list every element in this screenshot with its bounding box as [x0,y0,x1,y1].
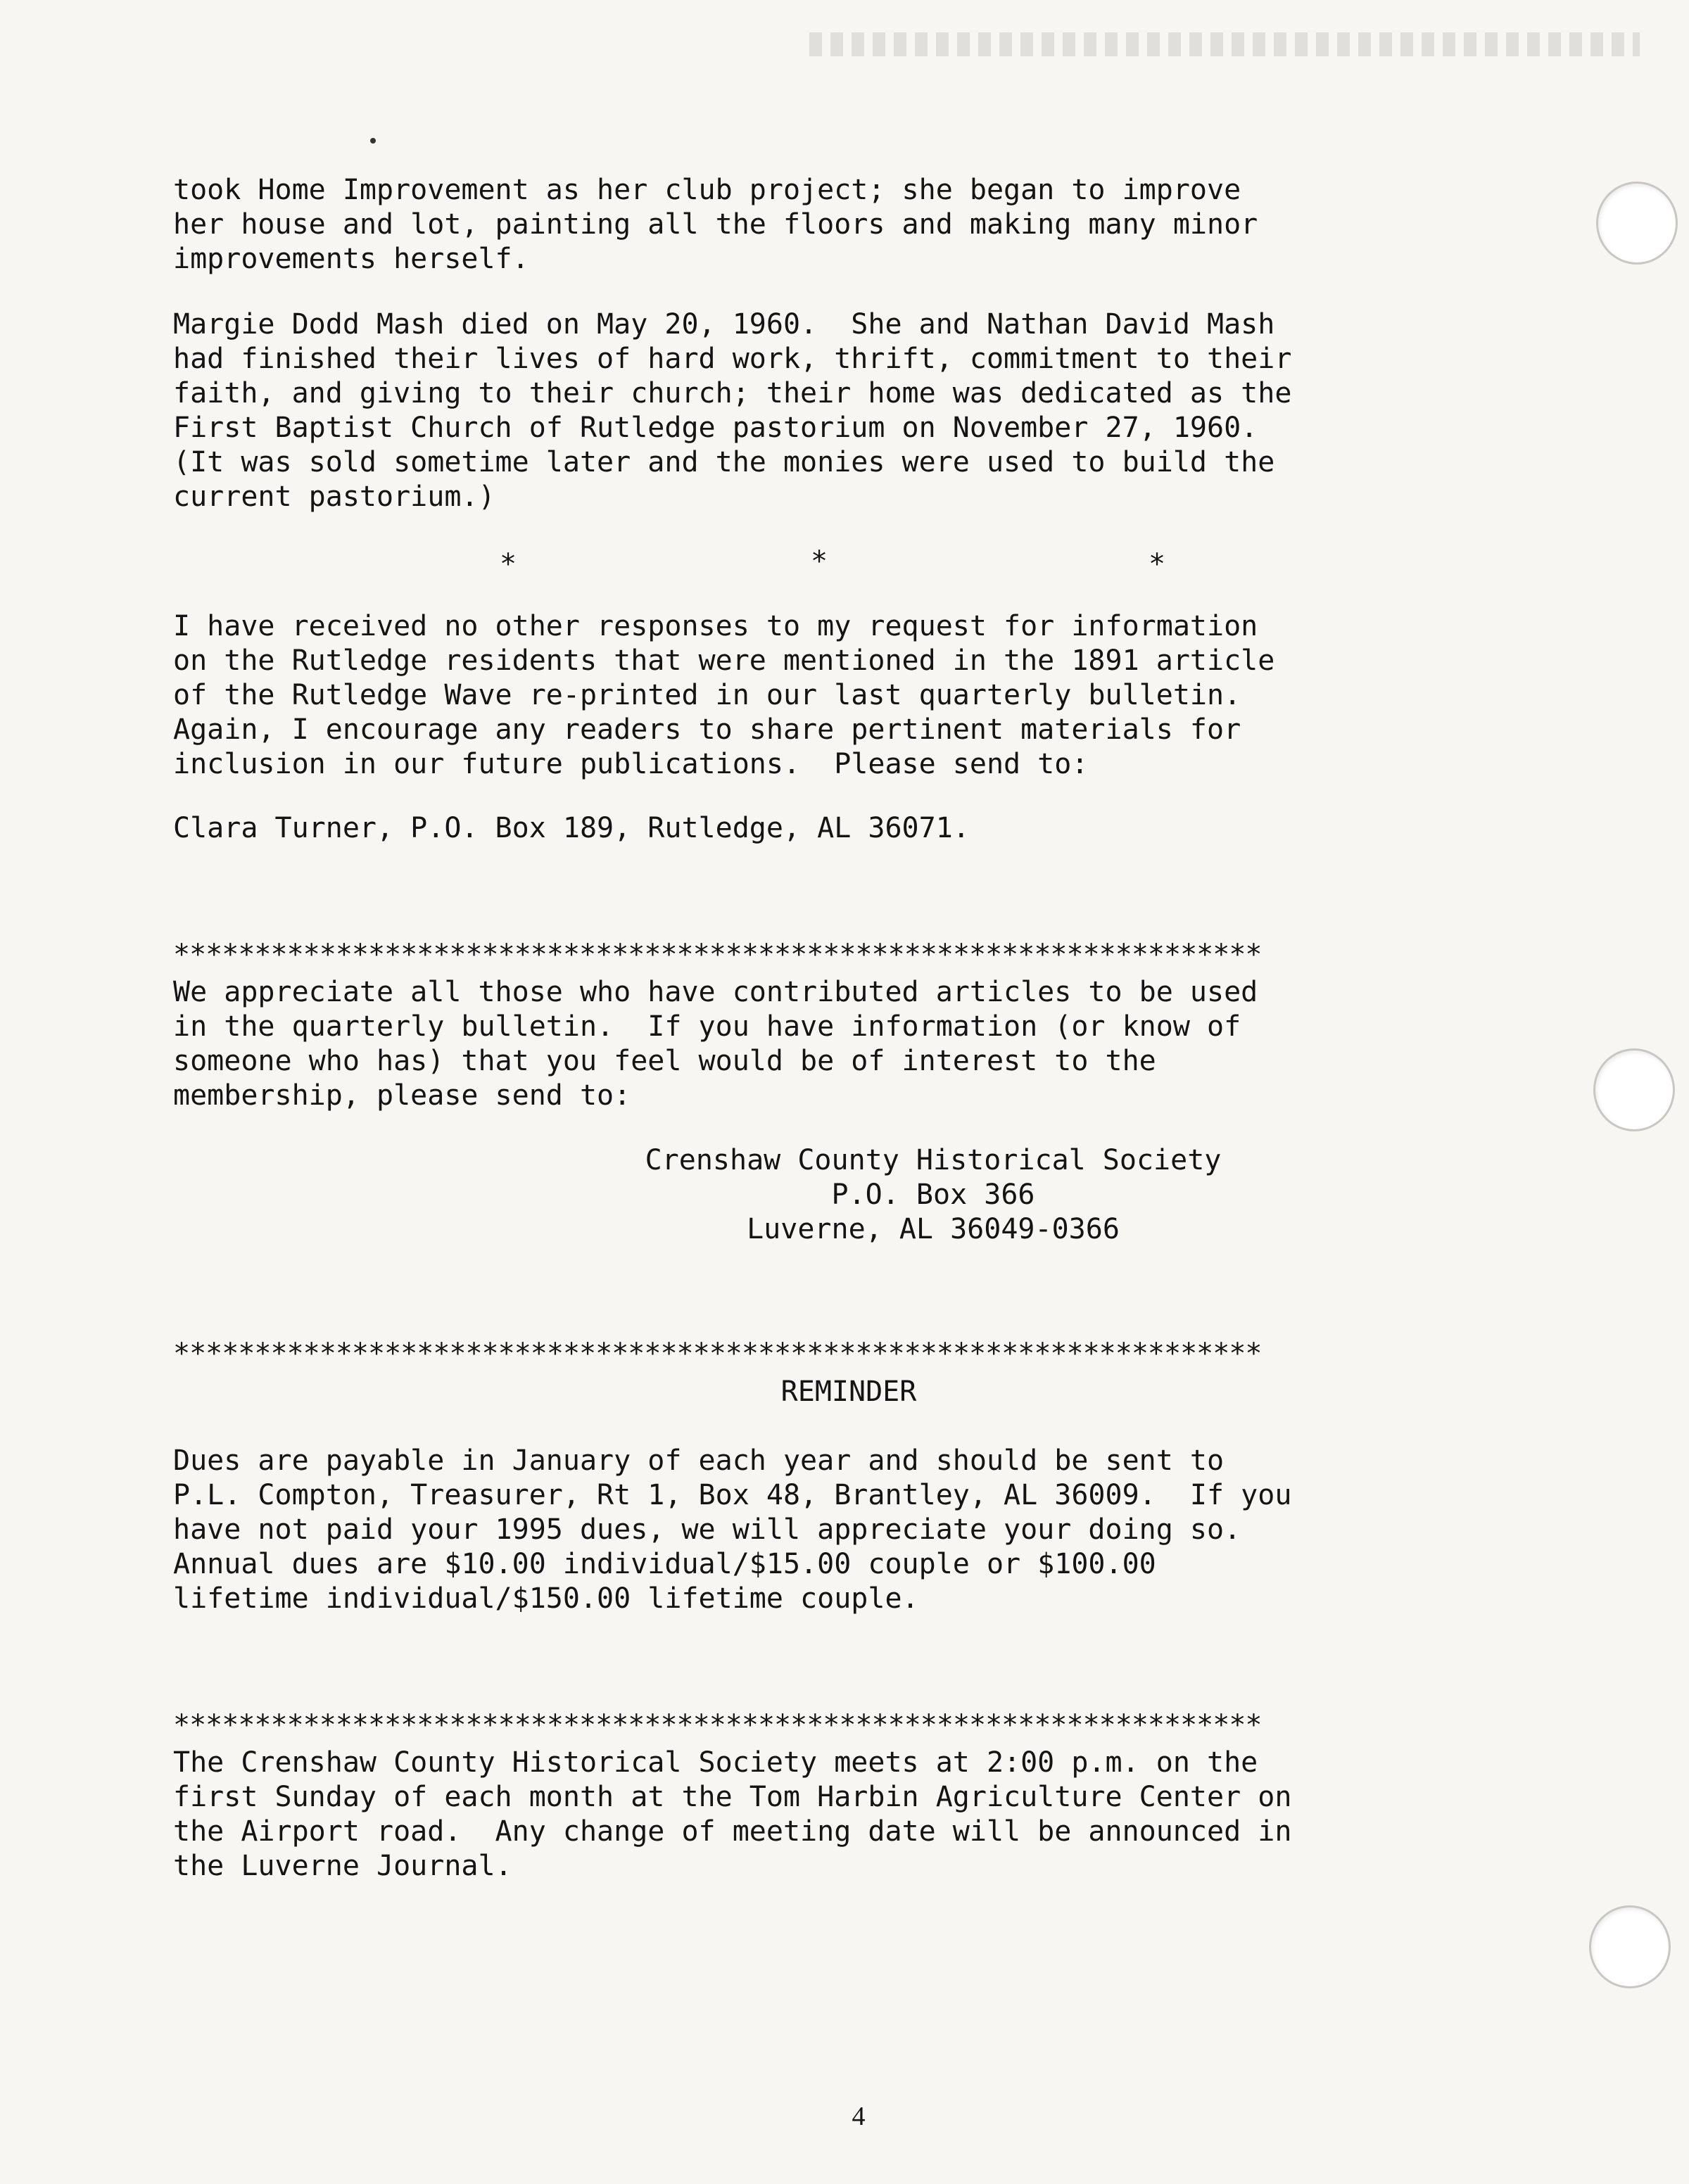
dues-paragraph: Dues are payable in January of each year and should be sent to P.L. Compton, Treasurer, Rt 1, Box 48, Brantley, AL 36009. If you have not paid your 1995 dues, we will appreciate your doing so. Annual dues are $10.00 individual/$15.00 couple or $100.00 lifetime individual/$150.00 lifetime couple. [173,1445,1292,1615]
bleed-through-header [809,32,1640,56]
death-notice-paragraph: Margie Dodd Mash died on May 20, 1960. She and Nathan David Mash had finished their lives of hard work, thrift, commitment to their faith, and giving to their church; their home was dedicated as the First Baptist Church of Rutledge pastorium on November 27, 1960. (It was sold sometime later and the monies were used to build the current pastorium.) [173,308,1292,513]
society-city: Luverne, AL 36049-0366 [747,1213,1120,1245]
punch-hole-top [1596,182,1678,265]
section-break-asterisk-3: * [1149,548,1166,580]
star-rule-2: ******************************************************************* [173,1340,1262,1368]
home-improvement-paragraph: took Home Improvement as her club project; she began to improve her house and lot, painting all the floors and making many minor improvements herself. [173,174,1258,275]
no-responses-paragraph: I have received no other responses to my request for information on the Rutledge residents that were mentioned in the 1891 article of the Rutledge Wave re-printed in our last quarterly bulletin. Again, I encourage any readers to share pertinent materials for inclusion in our future publications. Please send to: [173,610,1275,780]
society-po-box: P.O. Box 366 [831,1179,1035,1211]
punch-hole-middle [1593,1048,1675,1131]
reminder-heading: REMINDER [780,1376,917,1408]
ink-dot [370,138,376,144]
section-break-asterisk-1: * [500,548,517,580]
section-break-asterisk-2: * [811,545,828,578]
appreciate-paragraph: We appreciate all those who have contributed articles to be used in the quarterly bulletin. If you have information (or know of someone who has) that you feel would be of interest to the membership, please send to: [173,976,1258,1112]
star-rule-1: ******************************************************************* [173,941,1262,969]
society-name: Crenshaw County Historical Society [645,1144,1222,1176]
page-number: 4 [852,2102,866,2131]
meetings-paragraph: The Crenshaw County Historical Society meets at 2:00 p.m. on the first Sunday of each month at the Tom Harbin Agriculture Center on the Airport road. Any change of meeting date will be announced in the Luverne Journal. [173,1746,1292,1882]
star-rule-3: ******************************************************************* [173,1711,1262,1739]
clara-turner-address: Clara Turner, P.O. Box 189, Rutledge, AL 36071. [173,812,970,844]
punch-hole-bottom [1589,1905,1671,1988]
